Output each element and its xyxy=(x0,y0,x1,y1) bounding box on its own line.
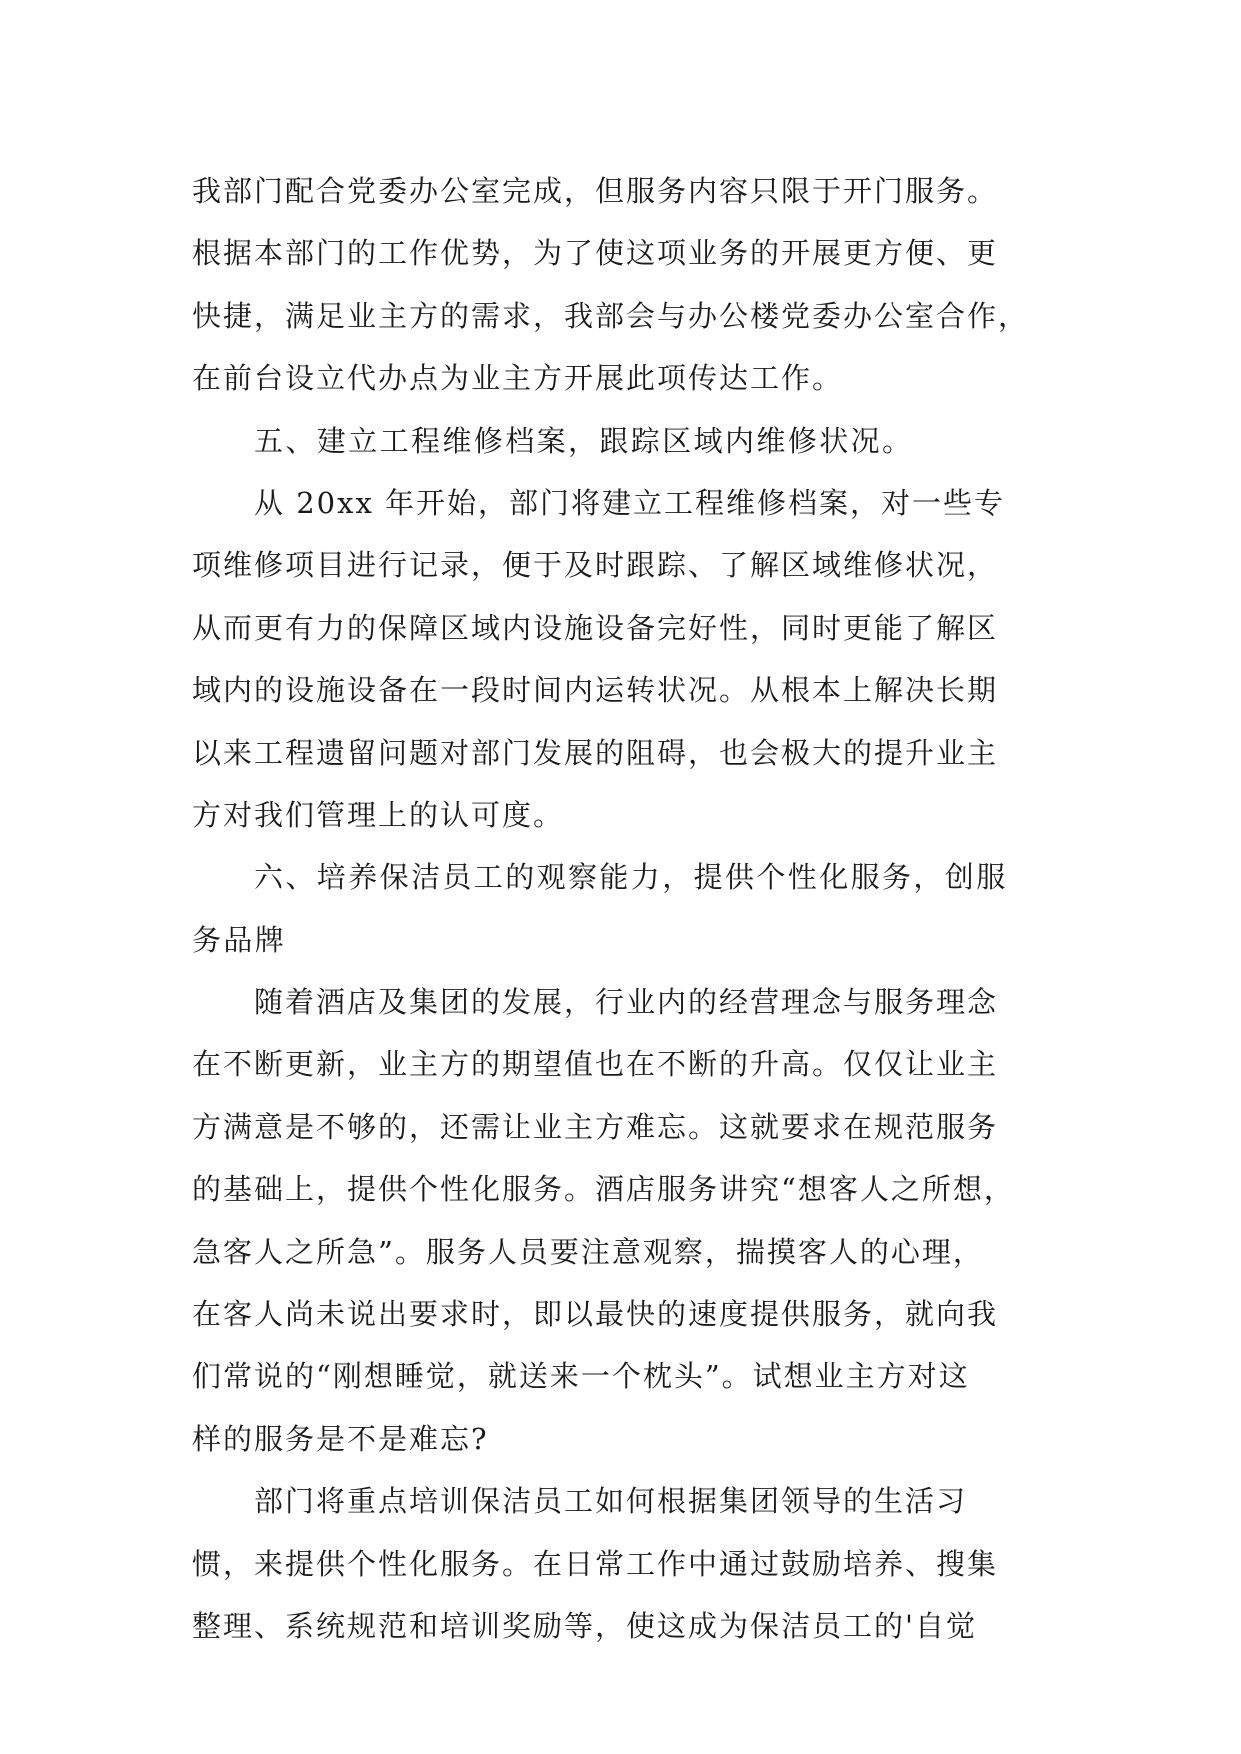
paragraph-line: 整理、系统规范和培训奖励等，使这成为保洁员工的'自觉 xyxy=(192,1608,977,1643)
paragraph-line: 方满意是不够的，还需让业主方难忘。这就要求在规范服务 xyxy=(192,1109,999,1144)
paragraph-line: 方对我们管理上的认可度。 xyxy=(192,797,565,832)
paragraph-line: 从 20xx 年开始，部门将建立工程维修档案，对一些专 xyxy=(254,485,1006,520)
paragraph-line: 以来工程遗留问题对部门发展的阻碍，也会极大的提升业主 xyxy=(192,735,999,770)
section-heading-line: 六、培养保洁员工的观察能力，提供个性化服务，创服 xyxy=(254,860,1008,895)
paragraph-line: 部门将重点培训保洁员工如何根据集团领导的生活习 xyxy=(254,1484,968,1519)
paragraph-line: 样的服务是不是难忘? xyxy=(192,1421,489,1456)
paragraph-line: 随着酒店及集团的发展，行业内的经营理念与服务理念 xyxy=(254,985,999,1020)
paragraph-line: 们常说的“刚想睡觉，就送来一个枕头”。试想业主方对这 xyxy=(192,1359,970,1394)
document-body xyxy=(192,160,1072,1657)
paragraph-line: 域内的设施设备在一段时间内运转状况。从根本上解决长期 xyxy=(192,673,999,708)
paragraph-line: 快捷，满足业主方的需求，我部会与办公楼党委办公室合作， xyxy=(192,298,1030,333)
section-heading-line: 务品牌 xyxy=(192,922,287,957)
paragraph-line: 根据本部门的工作优势，为了使这项业务的开展更方便、更 xyxy=(192,236,999,271)
paragraph-line: 在客人尚未说出要求时，即以最快的速度提供服务，就向我 xyxy=(192,1297,999,1332)
paragraph-line: 在不断更新，业主方的期望值也在不断的升高。仅仅让业主 xyxy=(192,1047,999,1082)
paragraph-line: 在前台设立代办点为业主方开展此项传达工作。 xyxy=(192,361,844,396)
section-heading-line: 五、建立工程维修档案，跟踪区域内维修状况。 xyxy=(254,423,914,458)
paragraph-line: 急客人之所急”。服务人员要注意观察，揣摸客人的心理， xyxy=(192,1234,984,1269)
paragraph-line: 惯，来提供个性化服务。在日常工作中通过鼓励培养、搜集 xyxy=(192,1546,999,1581)
paragraph-line: 项维修项目进行记录，便于及时跟踪、了解区域维修状况， xyxy=(192,548,999,583)
paragraph-line: 我部门配合党委办公室完成，但服务内容只限于开门服务。 xyxy=(192,174,999,208)
paragraph-line: 的基础上，提供个性化服务。酒店服务讲究“想客人之所想， xyxy=(192,1172,1015,1207)
paragraph-line: 从而更有力的保障区域内设施设备完好性，同时更能了解区 xyxy=(192,610,999,645)
